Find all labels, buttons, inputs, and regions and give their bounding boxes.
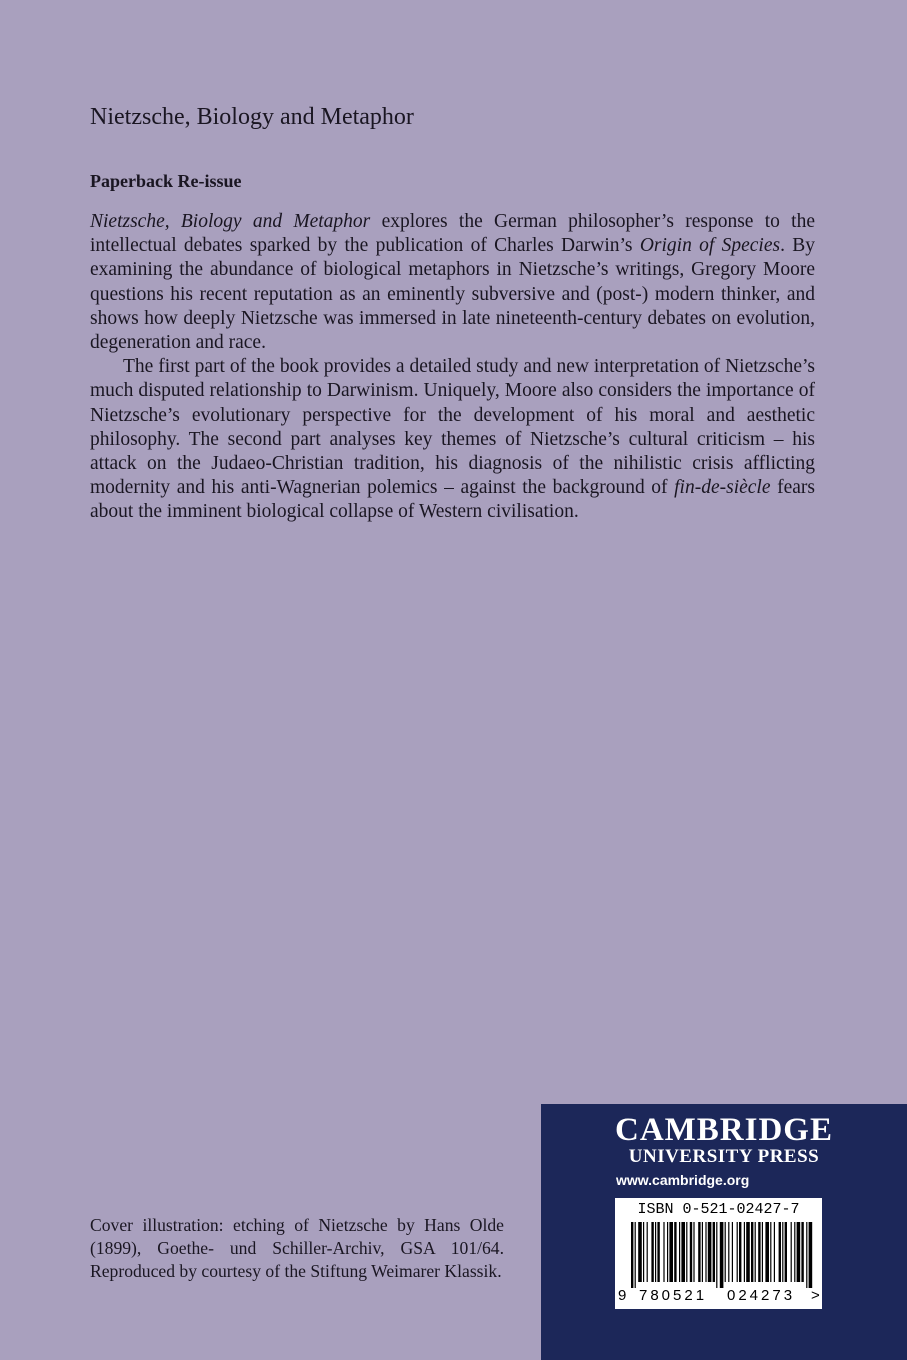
- ean-marker: >: [811, 1287, 820, 1304]
- barcode-bar: [655, 1222, 656, 1282]
- barcode-bar: [806, 1222, 807, 1288]
- blurb-paragraph-2: [90, 355, 815, 524]
- publisher-subname: UNIVERSITY PRESS: [628, 1146, 820, 1167]
- barcode-bar: [663, 1222, 664, 1282]
- barcode-bar: [635, 1222, 636, 1288]
- barcode-bar: [755, 1222, 756, 1282]
- barcode-bar: [651, 1222, 653, 1282]
- barcode-bar: [809, 1222, 813, 1288]
- barcode-bar: [669, 1222, 673, 1282]
- barcode-bar: [774, 1222, 775, 1282]
- blurb: [90, 210, 815, 525]
- cover-illustration-credit: Cover illustration: etching of Nietzsche by Hans Olde (1899), Goethe- und Schiller-Archiv, GSA 101/64. Reproduced by courtesy of the Stiftung Weimarer Klassik.: [90, 1215, 504, 1281]
- barcode-icon: [627, 1222, 813, 1288]
- barcode-bar: [679, 1222, 680, 1282]
- barcode-bar: [638, 1222, 642, 1282]
- barcode-bar: [765, 1222, 769, 1282]
- barcode-bar: [681, 1222, 685, 1282]
- barcode-bar: [782, 1222, 783, 1282]
- barcode-bar: [657, 1222, 659, 1282]
- blurb-paragraph-1: [90, 210, 815, 355]
- barcode-bar: [762, 1222, 763, 1282]
- barcode-bar: [732, 1222, 733, 1282]
- blurb-fin-de-siecle-italic: fin-de-siècle: [674, 477, 771, 499]
- barcode-bar: [686, 1222, 687, 1282]
- barcode-bar: [746, 1222, 750, 1282]
- barcode-bar: [667, 1222, 668, 1282]
- blurb-text: . By examining the abundance of biological metaphors in Nietzsche’s writings, Gregory Moore questions his recent reputation as an eminently subversive and (post-) modern thinker, and shows how deeply Nietzsche was immersed in late nineteenth-century debates on evolution, degeneration and race.: [90, 235, 815, 354]
- barcode-box: [615, 1198, 822, 1309]
- barcode-bar: [791, 1222, 792, 1282]
- blurb-origin-italic: Origin of Species: [639, 235, 781, 257]
- publisher-url: www.cambridge.org: [616, 1172, 750, 1188]
- barcode-bar: [785, 1222, 787, 1282]
- barcode-bar: [737, 1222, 738, 1282]
- publisher-panel: [541, 1104, 907, 1360]
- blurb-text: fears about the imminent biological collapse of Western civilisation.: [90, 477, 815, 523]
- ean-right-group: 024273: [727, 1287, 796, 1304]
- barcode-bar: [739, 1222, 741, 1282]
- barcode-bar: [720, 1222, 724, 1288]
- barcode-bar: [674, 1222, 676, 1282]
- barcode-bar: [693, 1222, 694, 1282]
- barcode-bar: [725, 1222, 726, 1282]
- edition-label: Paperback Re-issue: [90, 171, 242, 191]
- isbn-label: ISBN 0-521-02427-7: [637, 1201, 800, 1218]
- blurb-text: The first part of the book provides a detailed study and new interpretation of Nietzsche’s much disputed relationship to Darwinism. Uniquely, Moore also considers the importance of Nietzsche’s evolutionary perspective for the development of his moral and aesthetic philosophy. The second part analyses key themes of Nietzsche’s cultural criticism – his attack on the Judaeo-Christian tradition, his diagnosis of the nihilistic crisis afflicting modernity and his anti-Wagnerian polemics – against the background of: [90, 356, 815, 499]
- barcode-bar: [728, 1222, 729, 1282]
- barcode-bar: [713, 1222, 715, 1282]
- ean-first-digit: 9: [618, 1287, 627, 1304]
- barcode-bar: [758, 1222, 760, 1282]
- barcode-bar: [797, 1222, 801, 1282]
- barcode-bar: [770, 1222, 771, 1282]
- book-title: Nietzsche, Biology and Metaphor: [90, 104, 414, 130]
- barcode-bar: [751, 1222, 753, 1282]
- barcode-bar: [801, 1222, 803, 1282]
- barcode-bar: [705, 1222, 706, 1282]
- barcode-bar: [744, 1222, 745, 1282]
- barcode-bar: [690, 1222, 692, 1282]
- barcode-bar: [702, 1222, 703, 1282]
- ean-left-group: 780521: [639, 1287, 708, 1304]
- blurb-title-italic: Nietzsche, Biology and Metaphor: [90, 211, 371, 232]
- blurb-text: explores the German philosopher’s response to the intellectual debates sparked by the publication of Charles Darwin’s: [90, 211, 815, 257]
- barcode-bar: [794, 1222, 795, 1282]
- barcode-bar: [647, 1222, 648, 1282]
- barcode-bar: [779, 1222, 781, 1282]
- publisher-name: CAMBRIDGE: [614, 1112, 833, 1148]
- barcode-bar: [716, 1222, 717, 1288]
- barcode-bar: [698, 1222, 700, 1282]
- barcode-bar: [708, 1222, 712, 1282]
- barcode-bar: [643, 1222, 644, 1282]
- barcode-bar: [631, 1222, 633, 1288]
